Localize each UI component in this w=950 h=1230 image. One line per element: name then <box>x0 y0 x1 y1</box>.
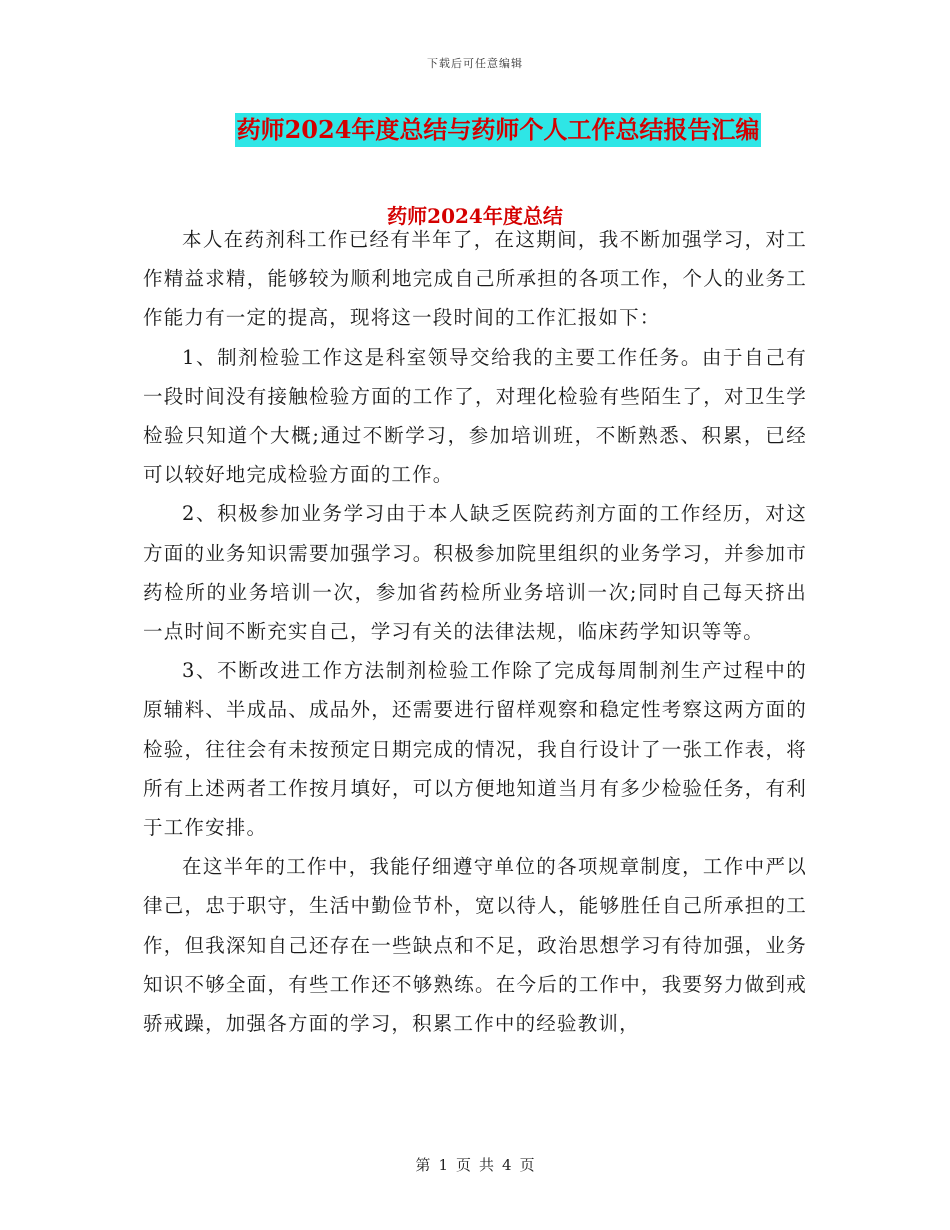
paragraph-item-3: 3、不断改进工作方法制剂检验工作除了完成每周制剂生产过程中的原辅料、半成品、成品外，还需要进行留样观察和稳定性考察这两方面的检验，往往会有未按预定日期完成的情况，我自行设计了一张工作表，将所有上述两者工作按月填好，可以方便地知道当月有多少检验任务，有利于工作安排。 <box>143 659 807 840</box>
section-title: 药师2024年度总结 <box>387 204 563 228</box>
paragraph-conclusion: 在这半年的工作中，我能仔细遵守单位的各项规章制度，工作中严以律己，忠于职守，生活中勤俭节朴，宽以待人，能够胜任自己所承担的工作，但我深知自己还存在一些缺点和不足，政治思想学习有待加强，业务知识不够全面，有些工作还不够熟练。在今后的工作中，我要努力做到戒骄戒躁，加强各方面的学习，积累工作中的经验教训， <box>143 855 807 1036</box>
footer-page-word: 页 <box>455 1156 471 1174</box>
footer-total-suffix: 页 <box>519 1156 535 1174</box>
document-title-container <box>0 113 950 147</box>
footer-total-prefix: 共 <box>479 1156 495 1174</box>
document-body <box>143 220 807 1043</box>
document-title: 药师2024年度总结与药师个人工作总结报告汇编 <box>235 113 762 147</box>
footer-prefix: 第 <box>415 1156 431 1174</box>
paragraph-intro: 本人在药剂科工作已经有半年了，在这期间，我不断加强学习，对工作精益求精，能够较为顺利地完成自己所承担的各项工作，个人的业务工作能力有一定的提高，现将这一段时间的工作汇报如下： <box>143 228 807 330</box>
footer-current-page: 1 <box>438 1156 448 1174</box>
footer-total-pages: 4 <box>502 1156 512 1174</box>
page-header-note: 下载后可任意编辑 <box>427 57 523 70</box>
page-footer <box>0 1154 950 1175</box>
paragraph-item-2: 2、积极参加业务学习由于本人缺乏医院药剂方面的工作经历，对这方面的业务知识需要加强学习。积极参加院里组织的业务学习，并参加市药检所的业务培训一次，参加省药检所业务培训一次;同时自己每天挤出一点时间不断充实自己，学习有关的法律法规，临床药学知识等等。 <box>143 502 807 644</box>
paragraph-item-1: 1、制剂检验工作这是科室领导交给我的主要工作任务。由于自己有一段时间没有接触检验方面的工作了，对理化检验有些陌生了，对卫生学检验只知道个大概;通过不断学习，参加培训班，不断熟悉、积累，已经可以较好地完成检验方面的工作。 <box>143 345 807 487</box>
